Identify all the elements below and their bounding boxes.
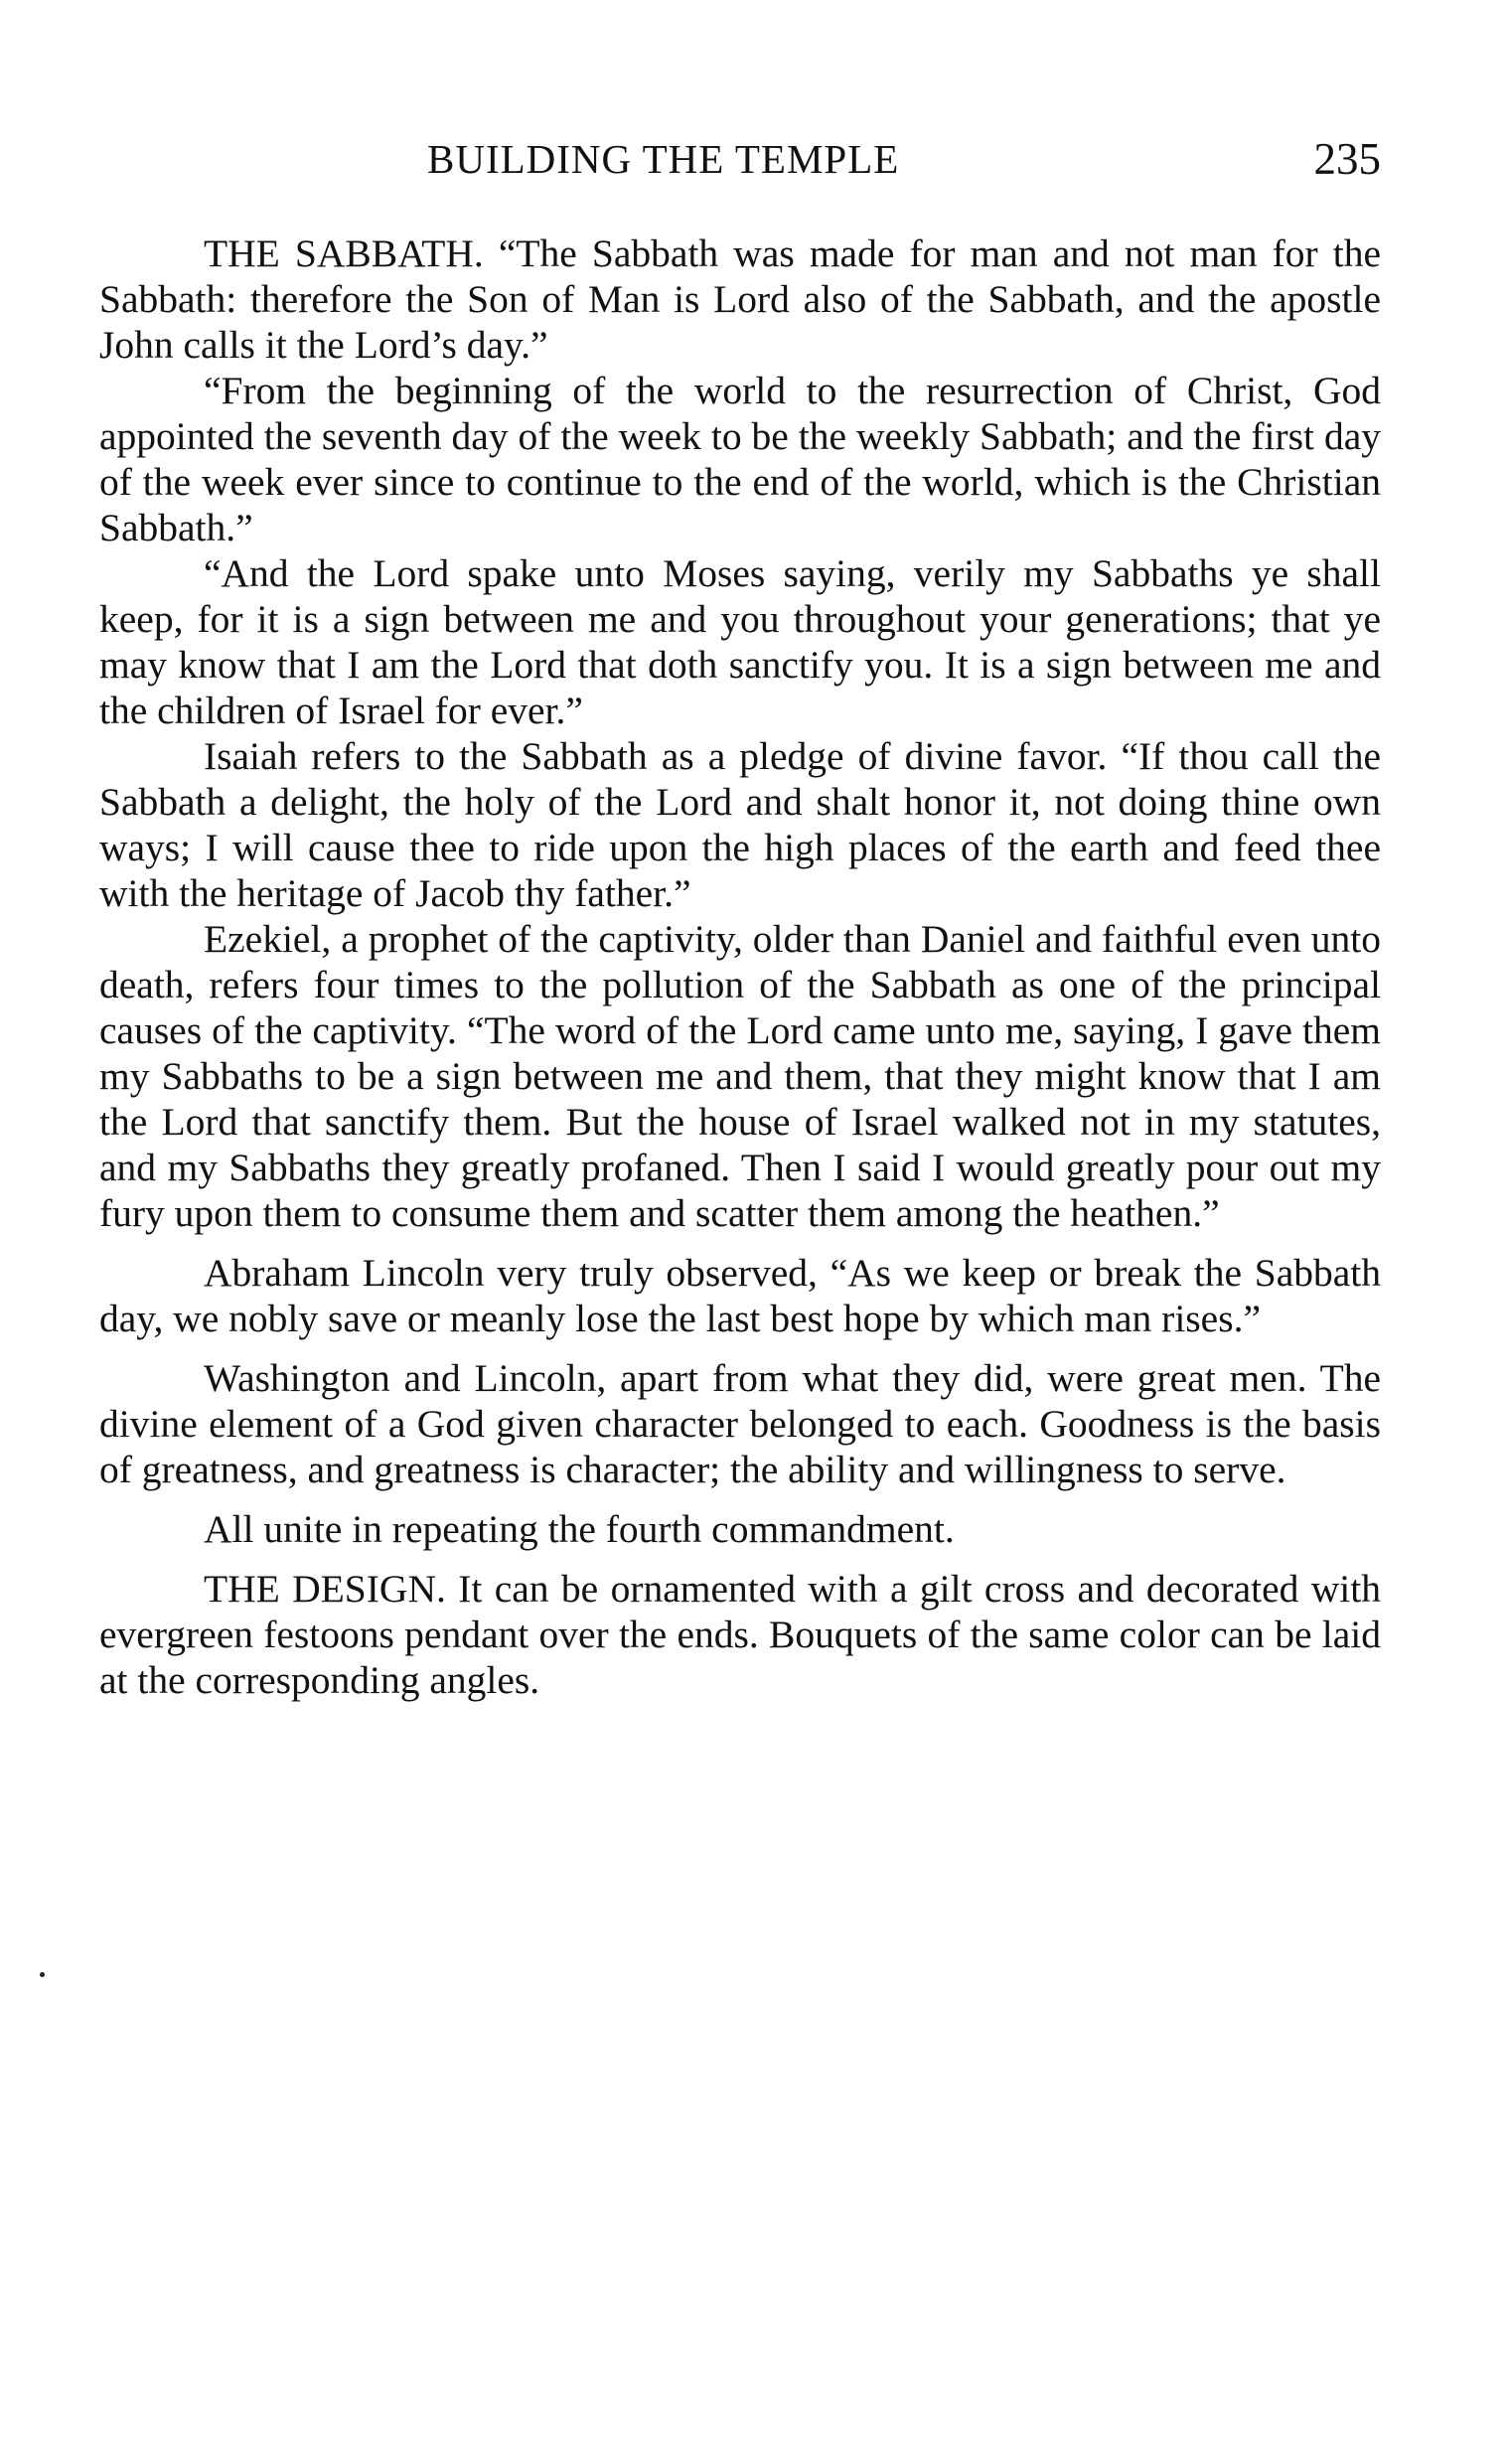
paragraph-sabbath: THE SABBATH. “The Sabbath was made for man and not man for the Sabbath: therefore the Son of Man is Lord also of the Sabbath, and the apostle John calls it the Lord’s day.”	[99, 231, 1381, 367]
print-speck	[40, 1972, 45, 1977]
paragraph-lincoln: Abraham Lincoln very truly observed, “As we keep or break the Sabbath day, we nobly save or meanly lose the last best hope by which man rises.”	[99, 1251, 1381, 1340]
running-head	[99, 129, 1381, 189]
body-text	[99, 231, 1381, 1703]
page-number: 235	[1313, 134, 1381, 184]
paragraph-commandment: All unite in repeating the fourth commandment.	[204, 1507, 955, 1551]
paragraph-christian-sabbath: “From the beginning of the world to the resurrection of Christ, God appointed the seventh day of the week to be the weekly Sabbath; and the first day of the week ever since to continue to the end of the world, which is the Christian Sabbath.”	[99, 369, 1381, 549]
paragraph-isaiah: Isaiah refers to the Sabbath as a pledge of divine favor. “If thou call the Sabbath a delight, the holy of the Lord and shalt honor it, not doing thine own ways; I will cause thee to ride upon the high places of the earth and feed thee with the heritage of Jacob thy father.”	[99, 734, 1381, 915]
paragraph-ezekiel: Ezekiel, a prophet of the captivity, older than Daniel and faithful even unto death, refers four times to the pollution of the Sabbath as one of the principal causes of the captivity. “The word of the Lord came unto me, saying, I gave them my Sabbaths to be a sign between me and them, that they might know that I am the Lord that sanctify them. But the house of Israel walked not in my statutes, and my Sabbaths they greatly profaned. Then I said I would greatly pour out my fury upon them to consume them and scatter them among the heathen.”	[99, 917, 1381, 1235]
paragraph-moses: “And the Lord spake unto Moses saying, verily my Sabbaths ye shall keep, for it is a sign between me and you throughout your generations; that ye may know that I am the Lord that doth sanctify you. It is a sign between me and the children of Israel for ever.”	[99, 551, 1381, 732]
paragraph-washington: Washington and Lincoln, apart from what they did, were great men. The divine element of a God given character belonged to each. Goodness is the basis of greatness, and greatness is character; the ability and willingness to serve.	[99, 1356, 1381, 1491]
running-title: BUILDING THE TEMPLE	[427, 136, 900, 182]
paragraph-design: THE DESIGN. It can be ornamented with a gilt cross and decorated with evergreen festoons pendant over the ends. Bouquets of the same color can be laid at the corresponding angles.	[99, 1567, 1381, 1702]
